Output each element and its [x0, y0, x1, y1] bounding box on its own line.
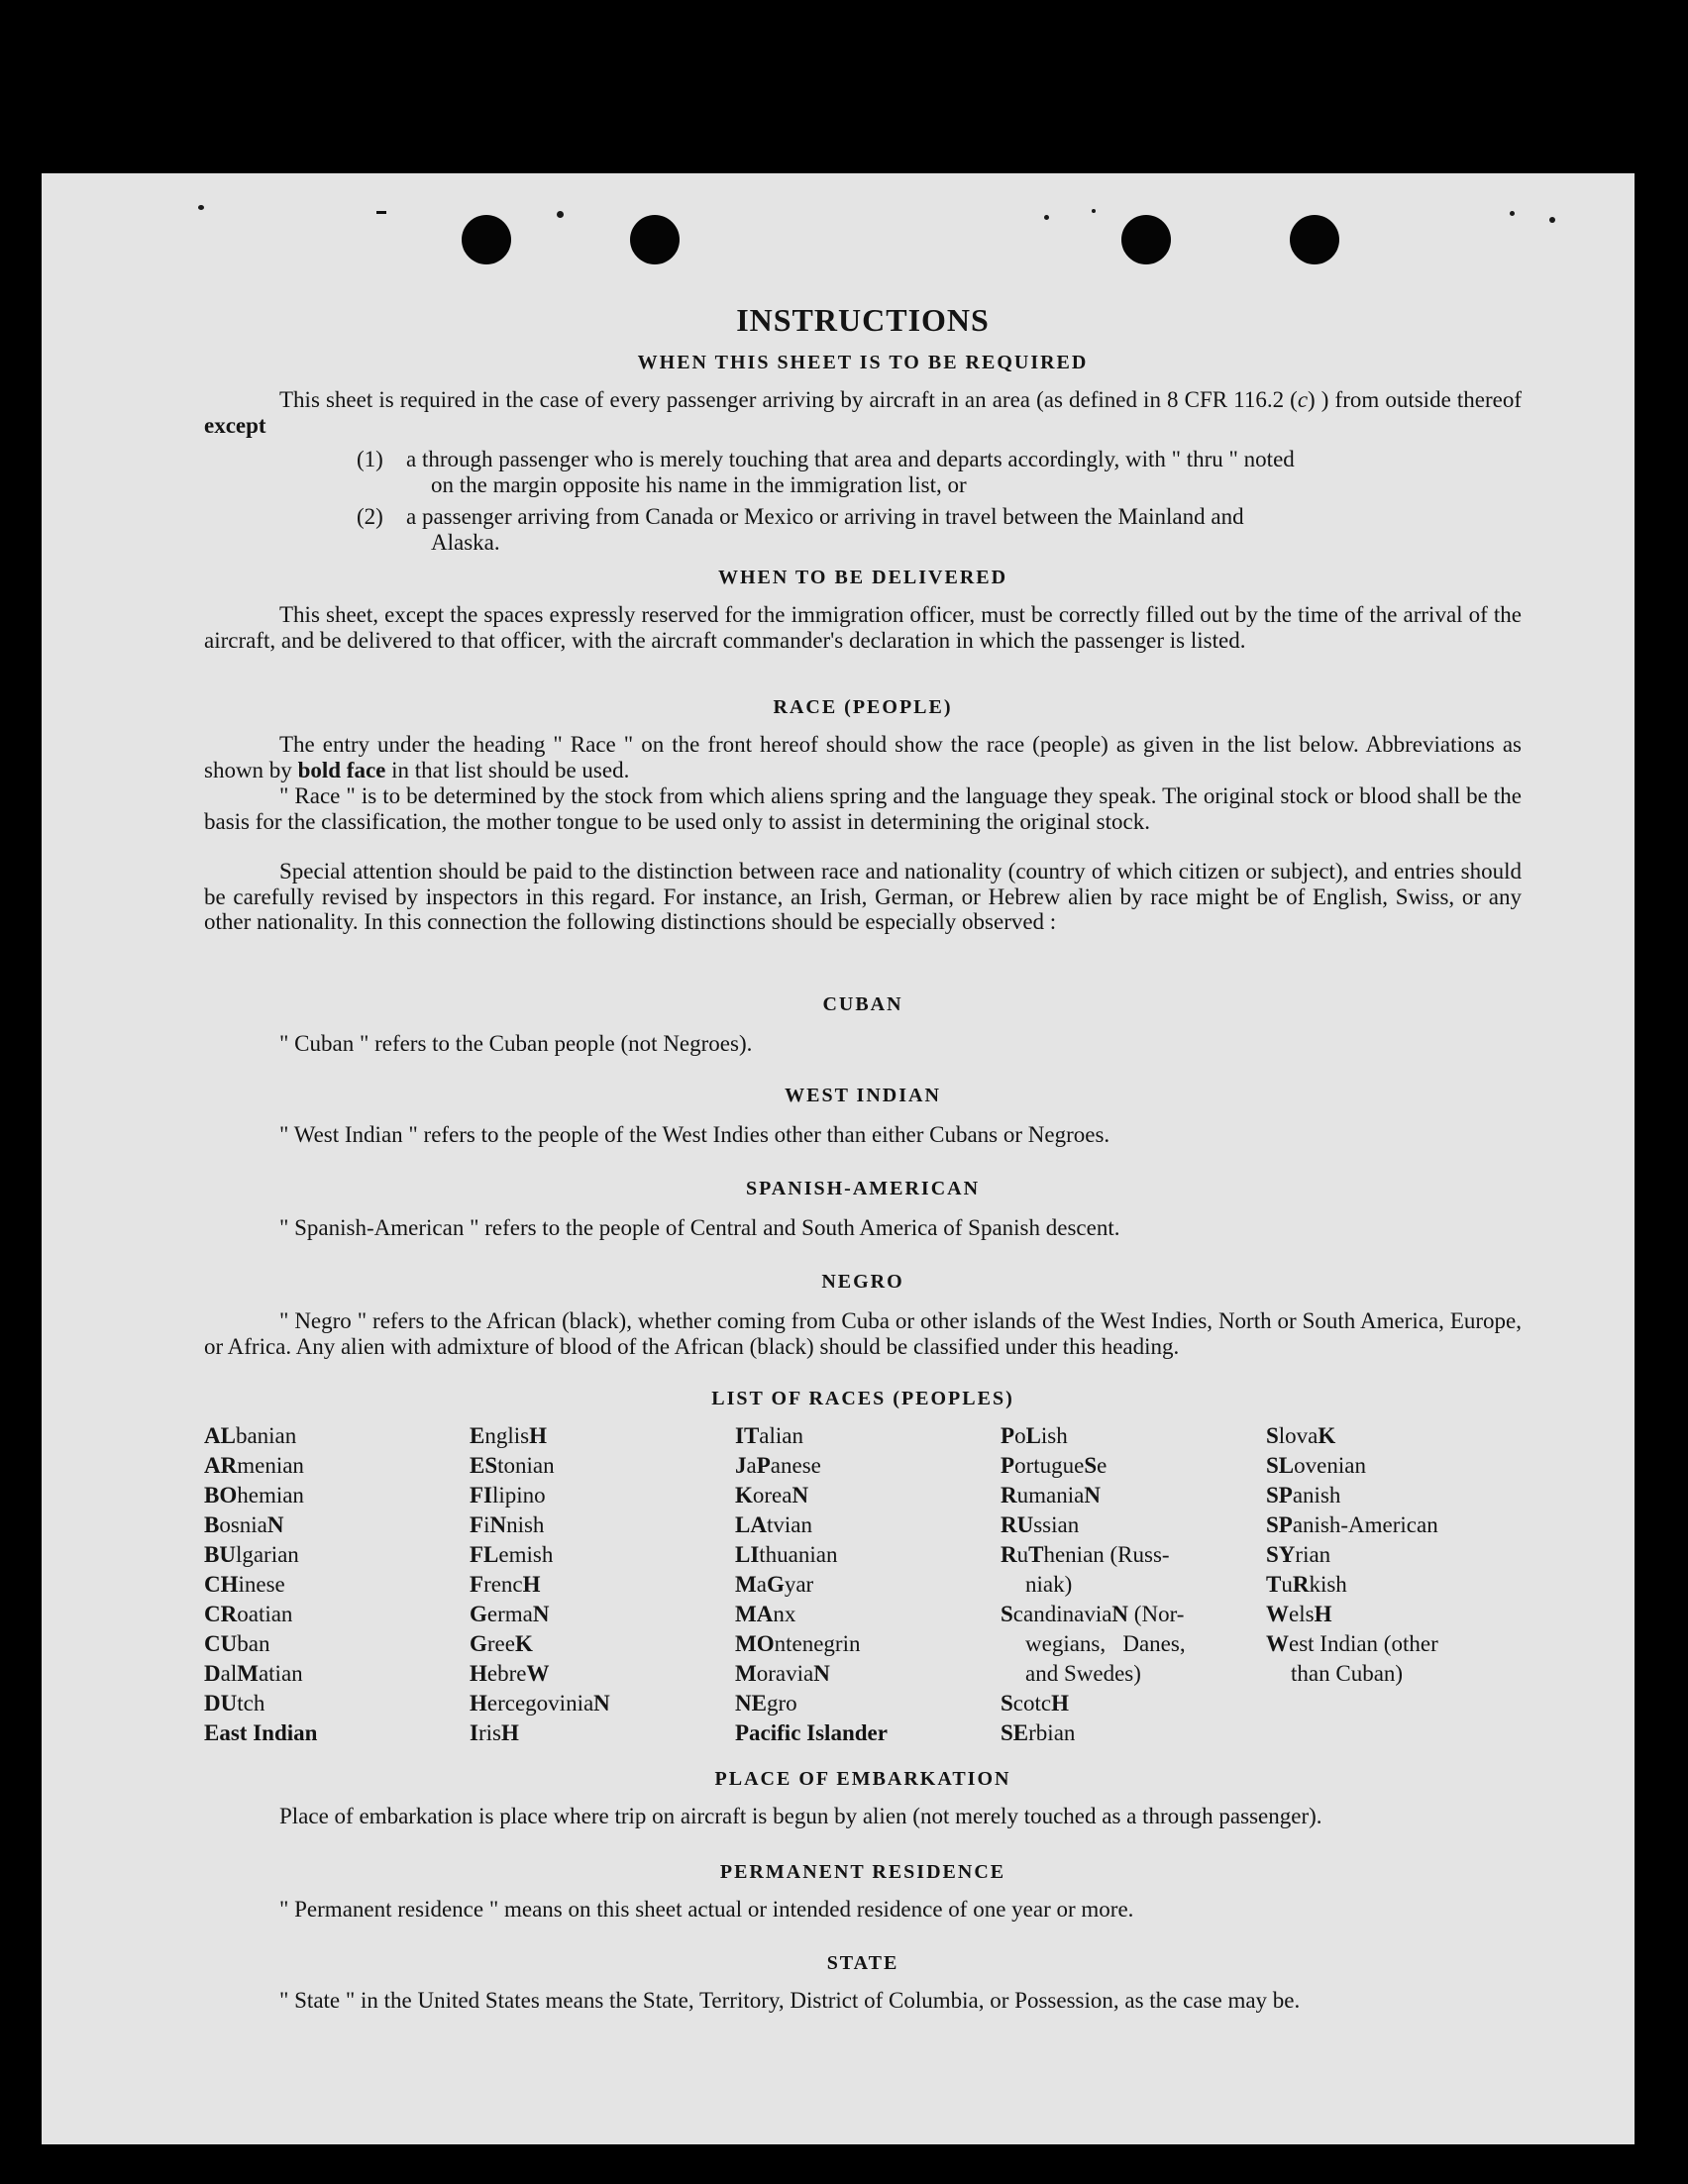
race-item: LAtvian [735, 1512, 812, 1537]
race-item: EStonian [470, 1453, 555, 1478]
paragraph-race-3: Special attention should be paid to the distinction between race and nationality (country of which citizen or subject), and entries should be carefully revised by inspectors in this regard. For instance, an Irish, German, or Hebrew alien by race might be of English, Swiss, or any other nationality. In this connection the following distinctions should be especially observed : [204, 859, 1522, 934]
race-item: SErbian [1001, 1720, 1076, 1745]
race-item: HebreW [470, 1661, 550, 1686]
paragraph-negro: " Negro " refers to the African (black), whether coming from Cuba or other islands of the West Indies, North or South America, Europe, or Africa. Any alien with admixture of blood of the African (black) should be classified under this heading. [204, 1308, 1522, 1359]
page-title: INSTRUCTIONS [736, 302, 990, 338]
race-item: CUban [204, 1631, 270, 1656]
race-item: RuThenian (Russ- [1001, 1542, 1170, 1567]
punch-hole [462, 215, 511, 264]
scan-mark [376, 211, 386, 214]
race-item: PortugueSe [1001, 1453, 1108, 1478]
paragraph-west-indian: " West Indian " refers to the people of the West Indies other than either Cubans or Negroes. [279, 1122, 1110, 1147]
race-column [1001, 1421, 1258, 1748]
race-item: KoreaN [735, 1483, 809, 1508]
race-item: LIthuanian [735, 1542, 838, 1567]
race-item: FLemish [470, 1542, 554, 1567]
race-item: SlovaK [1266, 1423, 1336, 1448]
race-item: NEgro [735, 1691, 797, 1716]
race-item: MoraviaN [735, 1661, 830, 1686]
race-item: PoLish [1001, 1423, 1068, 1448]
speck [1549, 217, 1555, 223]
race-item: CHinese [204, 1572, 285, 1597]
heading-when-required: WHEN THIS SHEET IS TO BE REQUIRED [637, 352, 1089, 373]
heading-embarkation: PLACE OF EMBARKATION [714, 1768, 1011, 1790]
punch-hole [1121, 215, 1171, 264]
race-item-continuation: wegians, Danes, [1025, 1631, 1186, 1656]
speck [198, 205, 204, 210]
heading-west-indian: WEST INDIAN [785, 1085, 941, 1106]
race-item: CRoatian [204, 1602, 293, 1626]
race-item: West Indian (other [1266, 1631, 1438, 1656]
race-item: ARmenian [204, 1453, 304, 1478]
race-item: FIlipino [470, 1483, 546, 1508]
race-item: HercegoviniaN [470, 1691, 610, 1716]
heading-permanent-residence: PERMANENT RESIDENCE [719, 1861, 1006, 1883]
race-item: FrencH [470, 1572, 541, 1597]
race-item: TuRkish [1266, 1572, 1347, 1597]
paragraph-permanent-residence: " Permanent residence " means on this sheet actual or intended residence of one year or more. [279, 1897, 1134, 1922]
heading-race: RACE (PEOPLE) [773, 696, 953, 718]
race-item: SYrian [1266, 1542, 1331, 1567]
punch-hole [1290, 215, 1339, 264]
speck [1092, 209, 1096, 213]
race-item: MAnx [735, 1602, 796, 1626]
race-item: WelsH [1266, 1602, 1332, 1626]
race-item: RUssian [1001, 1512, 1080, 1537]
paragraph-spanish-american: " Spanish-American " refers to the people of Central and South America of Spanish descent. [279, 1215, 1120, 1240]
race-item: MOntenegrin [735, 1631, 861, 1656]
paragraph-embarkation: Place of embarkation is place where trip on aircraft is begun by alien (not merely touched as a through passenger). [279, 1804, 1322, 1828]
race-column [470, 1421, 727, 1748]
race-item: GermaN [470, 1602, 550, 1626]
speck [1044, 215, 1049, 220]
race-item: Pacific Islander [735, 1720, 888, 1745]
race-column [204, 1421, 462, 1748]
race-item: ScotcH [1001, 1691, 1069, 1716]
paragraph-race-1: The entry under the heading " Race " on the front hereof should show the race (people) as given in the list below. Abbreviations as shown by bold face in that list should be used. [204, 732, 1522, 782]
race-item: BOhemian [204, 1483, 304, 1508]
punch-hole [630, 215, 680, 264]
race-item: BUlgarian [204, 1542, 299, 1567]
race-item-continuation: than Cuban) [1291, 1661, 1404, 1686]
race-item: ScandinaviaN (Nor- [1001, 1602, 1185, 1626]
race-item: RumaniaN [1001, 1483, 1101, 1508]
paragraph-state: " State " in the United States means the State, Territory, District of Columbia, or Possession, as the case may be. [279, 1988, 1301, 2013]
speck [557, 211, 564, 218]
race-item-continuation: niak) [1025, 1572, 1073, 1597]
race-item: East Indian [204, 1720, 318, 1745]
heading-state: STATE [826, 1952, 899, 1974]
heading-when-delivered: WHEN TO BE DELIVERED [717, 567, 1008, 588]
speck [1510, 211, 1515, 216]
paragraph-when-required: This sheet is required in the case of every passenger arriving by aircraft in an area (as defined in 8 CFR 116.2 (c) ) from outside thereof except [204, 387, 1522, 438]
race-item: ALbanian [204, 1423, 297, 1448]
race-item: EnglisH [470, 1423, 547, 1448]
heading-cuban: CUBAN [822, 993, 903, 1015]
race-item: DUtch [204, 1691, 265, 1716]
paragraph-when-delivered: This sheet, except the spaces expressly reserved for the immigration officer, must be correctly filled out by the time of the arrival of the aircraft, and be delivered to that officer, with the aircraft commander's declaration in which the passenger is listed. [204, 602, 1522, 653]
race-item-continuation: and Swedes) [1025, 1661, 1141, 1686]
race-item: SPanish [1266, 1483, 1341, 1508]
race-column [735, 1421, 993, 1748]
race-item: DalMatian [204, 1661, 303, 1686]
race-item: BosniaN [204, 1512, 284, 1537]
heading-spanish-american: SPANISH-AMERICAN [745, 1178, 981, 1199]
race-column [1266, 1421, 1524, 1689]
race-item: SLovenian [1266, 1453, 1366, 1478]
race-item: SPanish-American [1266, 1512, 1438, 1537]
race-item: IrisH [470, 1720, 519, 1745]
race-item: FiNnish [470, 1512, 545, 1537]
document-sheet: INSTRUCTIONS WHEN THIS SHEET IS TO BE REQUIRED This sheet is required in the case of every passenger arriving by aircraft in an area (as defined in 8 CFR 116.2 (c) ) from outside thereof except (1) a through passenger who is merely touching that area and departs accordingly, with " thru " noted on the margin opposite his name in the immigration list, or (2) a passenger arriving from Canada or Mexico or arriving in travel between the Mainland and Alaska. WHEN TO BE DELIVERED This sheet, except the spaces expressly reserved for the immigration officer, must be correctly filled out by the time of the arrival of the aircraft, and be delivered to that officer, with the aircraft commander's declaration in which the passenger is listed. RACE (PEOPLE) The entry under the heading " Race " on the front hereof should show the race (people) as given in the list below. Abbreviations as shown by bold face in that list should be used. " Race " is to be determined by the stock from which aliens spring and the language they speak. The original stock or blood shall be the basis for the classification, the mother tongue to be used only to assist in determining the original stock. Special attention should be paid to the distinction between race and nationality (country of which citizen or subject), and entries should be carefully revised by inspectors in this regard. For instance, an Irish, German, or Hebrew alien by race might be of English, Swiss, or any other nationality. In this connection the following distinctions should be especially observed : CUBAN " Cuban " refers to the Cuban people (not Negroes). WEST INDIAN " West Indian " refers to the people of the West Indies other than either Cubans or Negroes. SPANISH-AMERICAN " Spanish-American " refers to the people of Central and South America of Spanish descent. NEGRO " Negro " refers to the African (black), whether coming from Cuba or other islands of the West Indies, North or South America, Europe, or Africa. Any alien with admixture of blood of the African (black) should be classified under this heading. LIST OF RACES (PEOPLES) ALbanian ARmenian BOhemian BosniaN BUlgarian CHinese CRoatian CUban DalMatian DUtch East Indian EnglisH EStonian FIlipino FiNnish FLemish FrencH GermaN GreeK HebreW HercegoviniaN IrisH ITalian JaPanese KoreaN LAtvian LIthuanian MaGyar MAnx MOntenegrin MoraviaN NEgro Pacific Islander PoLish PortugueSe RumaniaN RUssian RuThenian (Russ- niak) ScandinaviaN (Nor- wegians, Danes, and Swedes) ScotcH SErbian SlovaK SLovenian SPanish SPanish-American SYrian TuRkish WelsH West Indian (other than Cuban) PLACE OF EMBARKATION Place of embarkation is place where trip on aircraft is begun by alien (not merely touched as a through passenger). PERMANENT RESIDENCE " Permanent residence " means on this sheet actual or intended residence of one year or more. STATE " State " in the United States means the State, Territory, District of Columbia, or Possession, as the case may be. [42, 173, 1635, 2144]
heading-list-of-races: LIST OF RACES (PEOPLES) [711, 1388, 1014, 1409]
race-item: GreeK [470, 1631, 533, 1656]
paragraph-cuban: " Cuban " refers to the Cuban people (not Negroes). [279, 1031, 753, 1056]
paragraph-race-2: " Race " is to be determined by the stock from which aliens spring and the language they speak. The original stock or blood shall be the basis for the classification, the mother tongue to be used only to assist in determining the original stock. [204, 783, 1522, 834]
race-item: MaGyar [735, 1572, 814, 1597]
heading-negro: NEGRO [821, 1271, 904, 1293]
race-item: JaPanese [735, 1453, 821, 1478]
race-item: ITalian [735, 1423, 803, 1448]
